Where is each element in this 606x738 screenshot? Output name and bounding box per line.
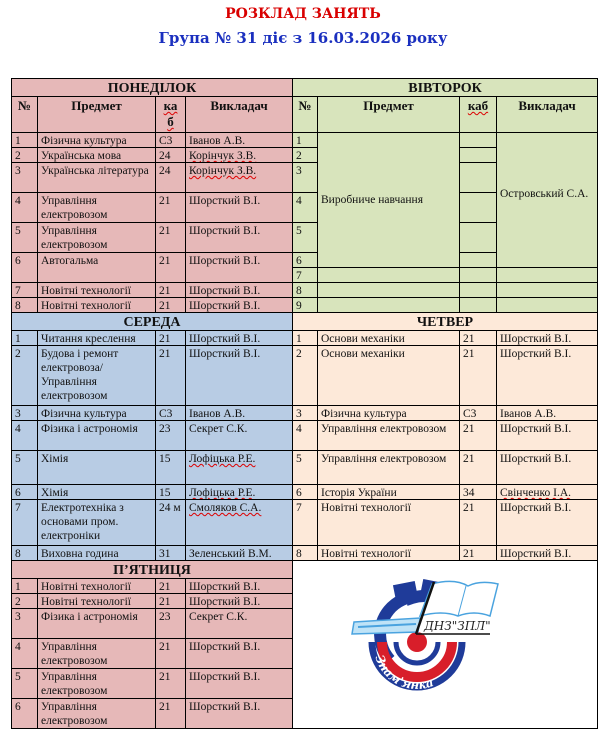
lesson-room: 21	[155, 593, 186, 609]
lesson-room	[459, 162, 497, 193]
lesson-number: 4	[11, 638, 38, 669]
logo-text: ДНЗ"ЗПЛ"	[424, 619, 491, 633]
lesson-number: 2	[11, 147, 38, 163]
lesson-room: 21	[155, 297, 186, 313]
lesson-subject: Хімія	[37, 484, 156, 500]
lesson-room: 21	[459, 545, 497, 561]
lesson-room	[459, 297, 497, 313]
lesson-room	[459, 147, 497, 163]
column-header-teacher: Викладач	[496, 96, 598, 133]
lesson-teacher: Шорсткий В.І.	[496, 330, 598, 346]
lesson-room	[459, 282, 497, 298]
lesson-number: 3	[11, 162, 38, 193]
lesson-teacher: Шорсткий В.І.	[185, 578, 293, 594]
lesson-room: 21	[155, 345, 186, 406]
lesson-room: 21	[459, 420, 497, 451]
lesson-subject: Фізична культура	[317, 405, 460, 421]
lesson-subject: Будова і ремонт електровоза/ Управління електровозом	[37, 345, 156, 406]
lesson-number: 6	[292, 252, 318, 268]
lesson-room: 21	[155, 638, 186, 669]
lesson-number: 4	[292, 192, 318, 223]
day-header-wednesday: СЕРЕДА	[11, 312, 293, 331]
lesson-room: 23	[155, 420, 186, 451]
lesson-room: 21	[459, 499, 497, 546]
lesson-teacher: Секрет С.К.	[185, 420, 293, 451]
lesson-subject: Управління електровозом	[317, 420, 460, 451]
lesson-subject: Фізика і астрономія	[37, 420, 156, 451]
lesson-number: 2	[11, 345, 38, 406]
lesson-room: 24	[155, 162, 186, 193]
lesson-subject: Виробниче навчання	[317, 132, 460, 268]
lesson-subject	[317, 297, 460, 313]
lesson-room: 21	[155, 222, 186, 253]
lesson-teacher: Шорсткий В.І.	[496, 450, 598, 485]
lesson-room: 24 м	[155, 499, 186, 546]
lesson-teacher: Шорсткий В.І.	[496, 499, 598, 546]
lesson-subject: Основи механіки	[317, 330, 460, 346]
lesson-number: 4	[292, 420, 318, 451]
lesson-room	[459, 252, 497, 268]
lesson-number: 1	[292, 330, 318, 346]
page-title: РОЗКЛАД ЗАНЯТЬ	[225, 6, 381, 22]
lesson-teacher: Іванов А.В.	[496, 405, 598, 421]
lesson-room: 21	[155, 252, 186, 283]
lesson-room: 21	[155, 668, 186, 699]
lesson-room: 21	[155, 192, 186, 223]
lesson-number: 8	[11, 545, 38, 561]
day-header-monday: ПОНЕДІЛОК	[11, 78, 293, 97]
lesson-number: 1	[11, 578, 38, 594]
lesson-number: 1	[11, 330, 38, 346]
lesson-room: С3	[155, 405, 186, 421]
lesson-subject	[317, 282, 460, 298]
lesson-teacher: Шорсткий В.І.	[185, 593, 293, 609]
lesson-number: 3	[292, 162, 318, 193]
lesson-room: С3	[155, 132, 186, 148]
lesson-teacher: Зеленський В.М.	[185, 545, 293, 561]
lesson-number: 2	[292, 345, 318, 406]
lesson-teacher: Лофіцька Р.Е.	[185, 450, 293, 485]
lesson-room: 21	[155, 330, 186, 346]
column-header-num: №	[292, 96, 318, 133]
lesson-teacher: Корінчук З.В.	[185, 162, 293, 193]
lesson-room: 21	[155, 282, 186, 298]
lesson-number: 3	[292, 405, 318, 421]
lesson-teacher: Шорсткий В.І.	[185, 345, 293, 406]
lesson-teacher: Островський С.А.	[496, 132, 598, 268]
lesson-teacher: Шорсткий В.І.	[185, 222, 293, 253]
lesson-room: 21	[155, 578, 186, 594]
lesson-room: 15	[155, 450, 186, 485]
lesson-subject: Новітні технології	[37, 578, 156, 594]
lesson-subject: Новітні технології	[37, 282, 156, 298]
column-header-subject: Предмет	[317, 96, 460, 133]
day-header-tuesday: ВІВТОРОК	[292, 78, 598, 97]
lesson-number: 5	[11, 450, 38, 485]
lesson-teacher: Секрет С.К.	[185, 608, 293, 639]
lesson-room	[459, 132, 497, 148]
lesson-number: 7	[292, 499, 318, 546]
lesson-subject: Новітні технології	[37, 297, 156, 313]
lesson-teacher: Шорсткий В.І.	[185, 252, 293, 283]
lesson-number: 5	[11, 668, 38, 699]
lesson-number: 3	[11, 608, 38, 639]
lesson-teacher	[496, 267, 598, 283]
lesson-teacher: Шорсткий В.І.	[185, 698, 293, 729]
lesson-teacher: Шорсткий В.І.	[496, 545, 598, 561]
lesson-teacher: Іванов А.В.	[185, 132, 293, 148]
lesson-subject: Управління електровозом	[37, 192, 156, 223]
lesson-number: 5	[292, 222, 318, 253]
lesson-subject: Новітні технології	[317, 499, 460, 546]
lesson-teacher: Шорсткий В.І.	[496, 420, 598, 451]
lesson-room: 21	[155, 698, 186, 729]
lesson-subject: Управління електровозом	[317, 450, 460, 485]
lesson-subject: Виховна година	[37, 545, 156, 561]
lesson-teacher: Смоляков С.А.	[185, 499, 293, 546]
day-header-friday: П’ЯТНИЦЯ	[11, 560, 293, 579]
lesson-room: 21	[459, 330, 497, 346]
lesson-teacher	[496, 282, 598, 298]
lesson-subject: Управління електровозом	[37, 638, 156, 669]
lesson-teacher: Корінчук З.В.	[185, 147, 293, 163]
lesson-subject: Новітні технології	[37, 593, 156, 609]
lesson-room: 21	[459, 345, 497, 406]
day-header-thursday: ЧЕТВЕР	[292, 312, 598, 331]
lesson-number: 1	[292, 132, 318, 148]
lesson-subject: Фізика і астрономія	[37, 608, 156, 639]
lesson-number: 6	[292, 484, 318, 500]
lesson-teacher: Шорсткий В.І.	[185, 330, 293, 346]
lesson-number: 7	[11, 282, 38, 298]
logo-arc-text: Знам'янка	[372, 652, 436, 692]
lesson-subject: Новітні технології	[317, 545, 460, 561]
lesson-room	[459, 267, 497, 283]
column-header-room: ка б	[155, 96, 186, 133]
lesson-number: 2	[292, 147, 318, 163]
lesson-teacher: Шорсткий В.І.	[185, 282, 293, 298]
lesson-teacher: Шорсткий В.І.	[185, 638, 293, 669]
lesson-number: 4	[11, 192, 38, 223]
lesson-room: 24	[155, 147, 186, 163]
lesson-number: 8	[292, 545, 318, 561]
lesson-number: 9	[292, 297, 318, 313]
lesson-number: 6	[11, 252, 38, 283]
lesson-room: 31	[155, 545, 186, 561]
lesson-teacher: Шорсткий В.І.	[185, 668, 293, 699]
lesson-number: 8	[11, 297, 38, 313]
lesson-subject: Основи механіки	[317, 345, 460, 406]
lesson-teacher: Шорсткий В.І.	[185, 192, 293, 223]
lesson-subject: Фізична культура	[37, 132, 156, 148]
lesson-subject: Історія України	[317, 484, 460, 500]
lesson-number: 6	[11, 698, 38, 729]
column-header-subject: Предмет	[37, 96, 156, 133]
lesson-teacher: Іванов А.В.	[185, 405, 293, 421]
lesson-subject: Управління електровозом	[37, 222, 156, 253]
institution-logo	[350, 572, 500, 692]
lesson-subject: Електротехніка з основами пром. електроніки	[37, 499, 156, 546]
column-header-room: каб	[459, 96, 497, 133]
lesson-teacher: Лофіцька Р.Е.	[185, 484, 293, 500]
lesson-room: 23	[155, 608, 186, 639]
lesson-subject: Управління електровозом	[37, 698, 156, 729]
lesson-room: 34	[459, 484, 497, 500]
lesson-subject: Українська література	[37, 162, 156, 193]
lesson-subject: Українська мова	[37, 147, 156, 163]
column-header-num: №	[11, 96, 38, 133]
lesson-subject: Хімія	[37, 450, 156, 485]
lesson-number: 5	[11, 222, 38, 253]
lesson-room	[459, 222, 497, 253]
lesson-room: С3	[459, 405, 497, 421]
lesson-subject: Управління електровозом	[37, 668, 156, 699]
lesson-number: 8	[292, 282, 318, 298]
lesson-room: 21	[459, 450, 497, 485]
lesson-room	[459, 192, 497, 223]
lesson-subject	[317, 267, 460, 283]
lesson-number: 1	[11, 132, 38, 148]
lesson-subject: Читання креслення	[37, 330, 156, 346]
lesson-number: 4	[11, 420, 38, 451]
lesson-subject: Фізична культура	[37, 405, 156, 421]
column-header-teacher: Викладач	[185, 96, 293, 133]
lesson-number: 2	[11, 593, 38, 609]
lesson-teacher: Свінченко І.А.	[496, 484, 598, 500]
lesson-number: 5	[292, 450, 318, 485]
lesson-teacher	[496, 297, 598, 313]
page-subtitle: Група № 31 діє з 16.03.2026 року	[158, 29, 448, 47]
lesson-teacher: Шорсткий В.І.	[496, 345, 598, 406]
lesson-number: 6	[11, 484, 38, 500]
lesson-number: 3	[11, 405, 38, 421]
lesson-subject: Автогальма	[37, 252, 156, 283]
lesson-room: 15	[155, 484, 186, 500]
lesson-teacher: Шорсткий В.І.	[185, 297, 293, 313]
lesson-number: 7	[292, 267, 318, 283]
lesson-number: 7	[11, 499, 38, 546]
